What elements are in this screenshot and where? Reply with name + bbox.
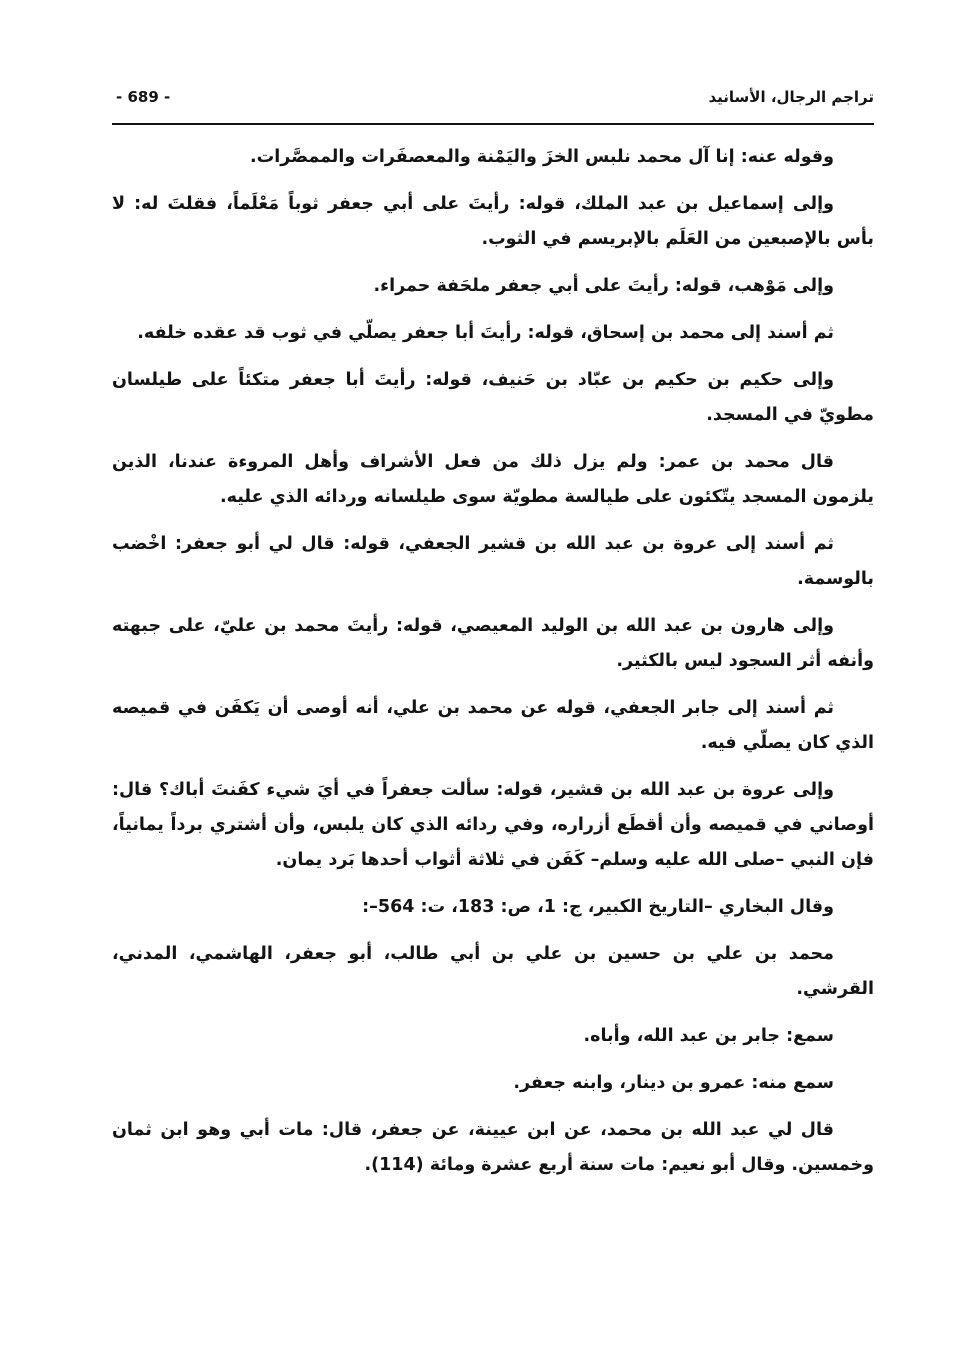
paragraph: وقال البخاري –التاريخ الكبير، ج: 1، ص: 183، ت: 564–: — [362, 897, 834, 917]
paragraph: ثم أسند إلى عروة بن عبد الله بن قشير الجعفي، قوله: قال لي أبو جعفر: اخْضب بالوسمة. — [112, 534, 874, 589]
paragraph: وإلى مَوْهب، قوله: رأيتَ على أبي جعفر ملحَفة حمراء. — [373, 276, 834, 296]
paragraph: قال محمد بن عمر: ولم يزل ذلك من فعل الأشراف وأهل المروءة عندنا، الذين يلزمون المسجد يتّكئون على طيالسة مطويّة سوى طيلسانه وردائه الذي عليه. — [112, 452, 874, 507]
paragraph: وإلى حكيم بن حكيم بن عبّاد بن حَنيف، قوله: رأيتَ أبا جعفر متكئاً على طيلسان مطويّ في المسجد. — [112, 370, 874, 425]
paragraph: وقوله عنه: إنا آل محمد نلبس الخزَ واليَمْنة والمعصفَرات والممصَّرات. — [249, 147, 834, 167]
page-body — [112, 140, 874, 1195]
paragraph: محمد بن علي بن حسين بن علي بن أبي طالب، أبو جعفر، الهاشمي، المدني، القرشي. — [112, 944, 874, 999]
paragraph: وإلى إسماعيل بن عبد الملك، قوله: رأيتَ على أبي جعفر ثوباً مَعْلَماً، فقلتَ له: لا بأس بالإصبعين من العَلَم بالإبريسم في الثوب. — [112, 194, 874, 249]
header-divider — [112, 123, 874, 125]
running-title: تراجم الرجال، الأسانيد — [708, 88, 874, 106]
page-number: - 689 - — [116, 88, 171, 106]
paragraph: ثم أسند إلى محمد بن إسحاق، قوله: رأيتَ أبا جعفر يصلّي في ثوب قد عقده خلفه. — [137, 323, 834, 343]
paragraph: ثم أسند إلى جابر الجعفي، قوله عن محمد بن علي، أنه أوصى أن يَكفَن في قميصه الذي كان يصلّي فيه. — [112, 698, 874, 753]
paragraph: وإلى هارون بن عبد الله بن الوليد المعيصي، قوله: رأيتَ محمد بن عليّ، على جبهته وأنفه أثر السجود ليس بالكثير. — [112, 616, 874, 671]
paragraph: قال لي عبد الله بن محمد، عن ابن عيينة، عن جعفر، قال: مات أبي وهو ابن ثمان وخمسين. وقال أبو نعيم: مات سنة أربع عشرة ومائة (114). — [112, 1120, 874, 1175]
paragraph: سمع: جابر بن عبد الله، وأباه. — [583, 1026, 834, 1046]
page-header — [112, 86, 874, 114]
paragraph: سمع منه: عمرو بن دينار، وابنه جعفر. — [513, 1073, 834, 1093]
paragraph: وإلى عروة بن عبد الله بن قشير، قوله: سألت جعفراً في أيَ شيء كفَنتَ أباك؟ قال: أوصاني في قميصه وأن أقطَع أزراره، وفي ردائه الذي كان يلبس، وأن أشتري برداً يمانياً، فإن النبي –صلى الله عليه وسلم– كَفَن في ثلاثة أثواب أحدها بَرد يمان. — [112, 780, 874, 870]
